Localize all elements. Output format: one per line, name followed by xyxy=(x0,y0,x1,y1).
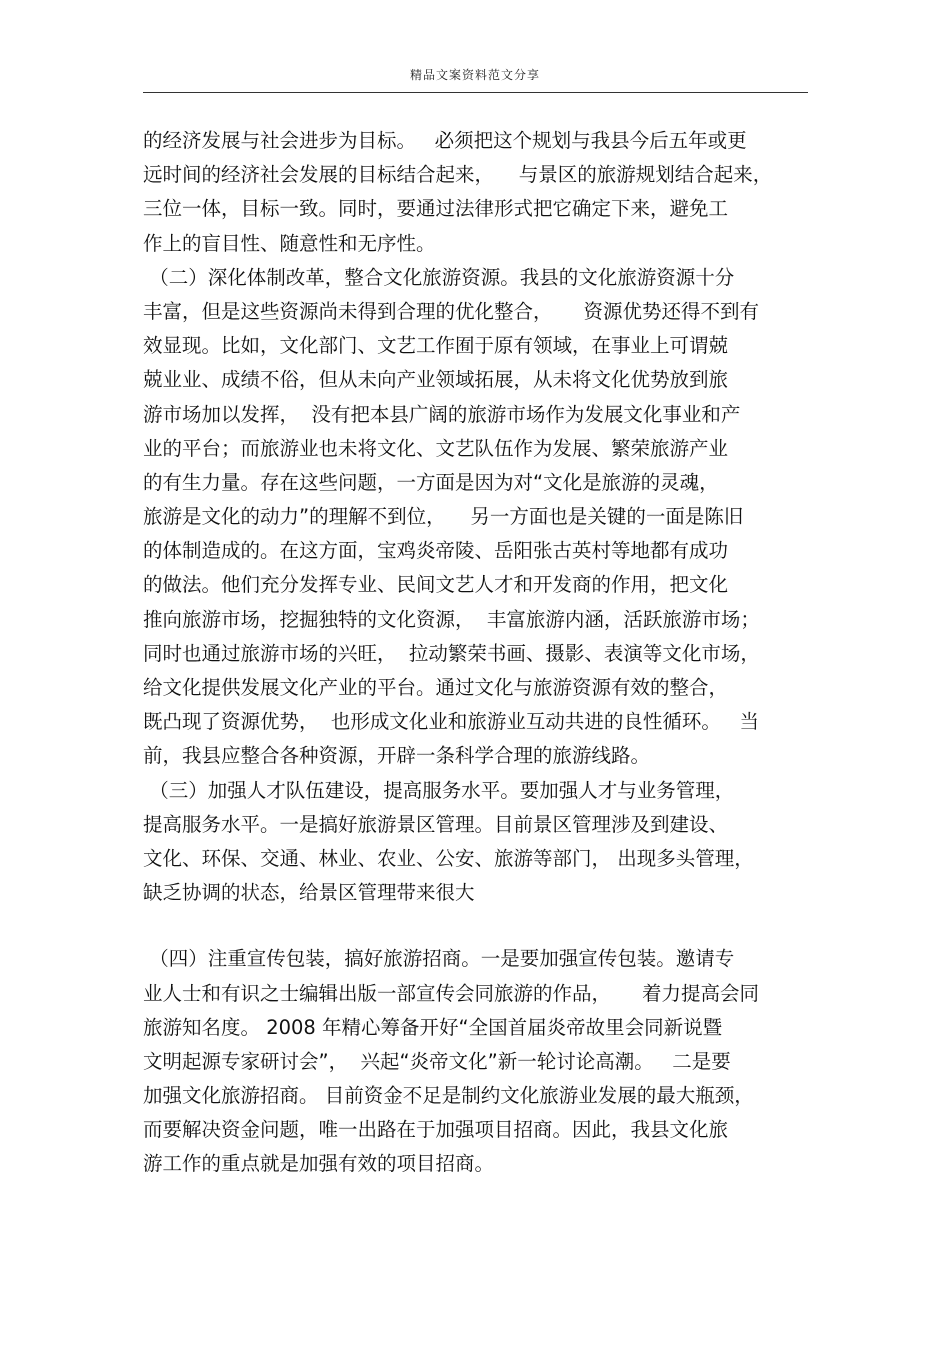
text-line: 而要解决资金问题，唯一出路在于加强项目招商。因此，我县文化旅 xyxy=(143,1118,729,1142)
text-line: 旅游知名度。 2008 年精心筹备开好“全国首届炎帝故里会同新说暨 xyxy=(143,1015,723,1039)
section-heading-line: （二）深化体制改革，整合文化旅游资源。我县的文化旅游资源十分 xyxy=(143,265,735,289)
text-line: 的经济发展与社会进步为目标。 必须把这个规划与我县今后五年或更 xyxy=(143,129,747,152)
text-line: 的有生力量。存在这些问题，一方面是因为对“文化是旅游的灵魂， xyxy=(143,470,719,494)
text-line: 既凸现了资源优势， 也形成文化业和旅游业互动共进的良性循环。 当 xyxy=(143,710,759,734)
text-line: 业的平台；而旅游业也未将文化、文艺队伍作为发展、繁荣旅游产业 xyxy=(143,436,729,460)
text-line: 的做法。他们充分发挥专业、民间文艺人才和开发商的作用，把文化 xyxy=(143,573,729,597)
text-line: 给文化提供发展文化产业的平台。通过文化与旅游资源有效的整合， xyxy=(143,676,729,699)
text-line: 三位一体，目标一致。同时，要通过法律形式把它确定下来，避免工 xyxy=(143,197,729,221)
section-heading-line: （四）注重宣传包装，搞好旅游招商。一是要加强宣传包装。邀请专 xyxy=(143,947,735,971)
text-line: 效显现。比如，文化部门、文艺工作囿于原有领域，在事业上可谓兢 xyxy=(143,334,729,358)
text-line: 游工作的重点就是加强有效的项目招商。 xyxy=(143,1152,495,1176)
text-line: 前，我县应整合各种资源，开辟一条科学合理的旅游线路。 xyxy=(143,744,651,768)
text-line: 兢业业、成绩不俗，但从未向产业领域拓展，从未将文化优势放到旅 xyxy=(143,368,729,392)
text-line: 丰富，但是这些资源尚未得到合理的优化整合， 资源优势还得不到有 xyxy=(143,299,759,323)
text-block-2 xyxy=(143,942,813,1181)
text-line: 远时间的经济社会发展的目标结合起来， 与景区的旅游规划结合起来， xyxy=(143,163,773,187)
text-line: 的体制造成的。在这方面，宝鸡炎帝陵、岳阳张古英村等地都有成功 xyxy=(143,539,729,563)
text-line: 游市场加以发挥， 没有把本县广阔的旅游市场作为发展文化事业和产 xyxy=(143,402,741,426)
text-block-1 xyxy=(143,124,813,910)
text-line: 文化、环保、交通、林业、农业、公安、旅游等部门， 出现多头管理， xyxy=(143,846,754,870)
section-heading-line: （三）加强人才队伍建设，提高服务水平。要加强人才与业务管理， xyxy=(143,778,735,802)
page-header: 精品文案资料范文分享 xyxy=(409,68,540,82)
header-divider xyxy=(143,92,808,93)
text-line: 作上的盲目性、随意性和无序性。 xyxy=(143,231,436,255)
text-line: 缺乏协调的状态，给景区管理带来很大 xyxy=(143,881,475,905)
text-line: 加强文化旅游招商。 目前资金不足是制约文化旅游业发展的最大瓶颈， xyxy=(143,1084,754,1108)
text-line: 业人士和有识之士编辑出版一部宣传会同旅游的作品， 着力提高会同 xyxy=(143,981,759,1005)
text-line: 旅游是文化的动力”的理解不到位， 另一方面也是关键的一面是陈旧 xyxy=(143,505,744,529)
text-line: 提高服务水平。一是搞好旅游景区管理。目前景区管理涉及到建设、 xyxy=(143,812,729,836)
text-line: 文明起源专家研讨会”， 兴起“炎帝文化”新一轮讨论高潮。 二是要 xyxy=(143,1049,731,1073)
paragraph-gap xyxy=(143,910,813,942)
text-line: 推向旅游市场，挖掘独特的文化资源， 丰富旅游内涵，活跃旅游市场； xyxy=(143,607,760,631)
text-line: 同时也通过旅游市场的兴旺， 拉动繁荣书画、摄影、表演等文化市场， xyxy=(143,641,760,665)
document-body xyxy=(143,124,813,1182)
